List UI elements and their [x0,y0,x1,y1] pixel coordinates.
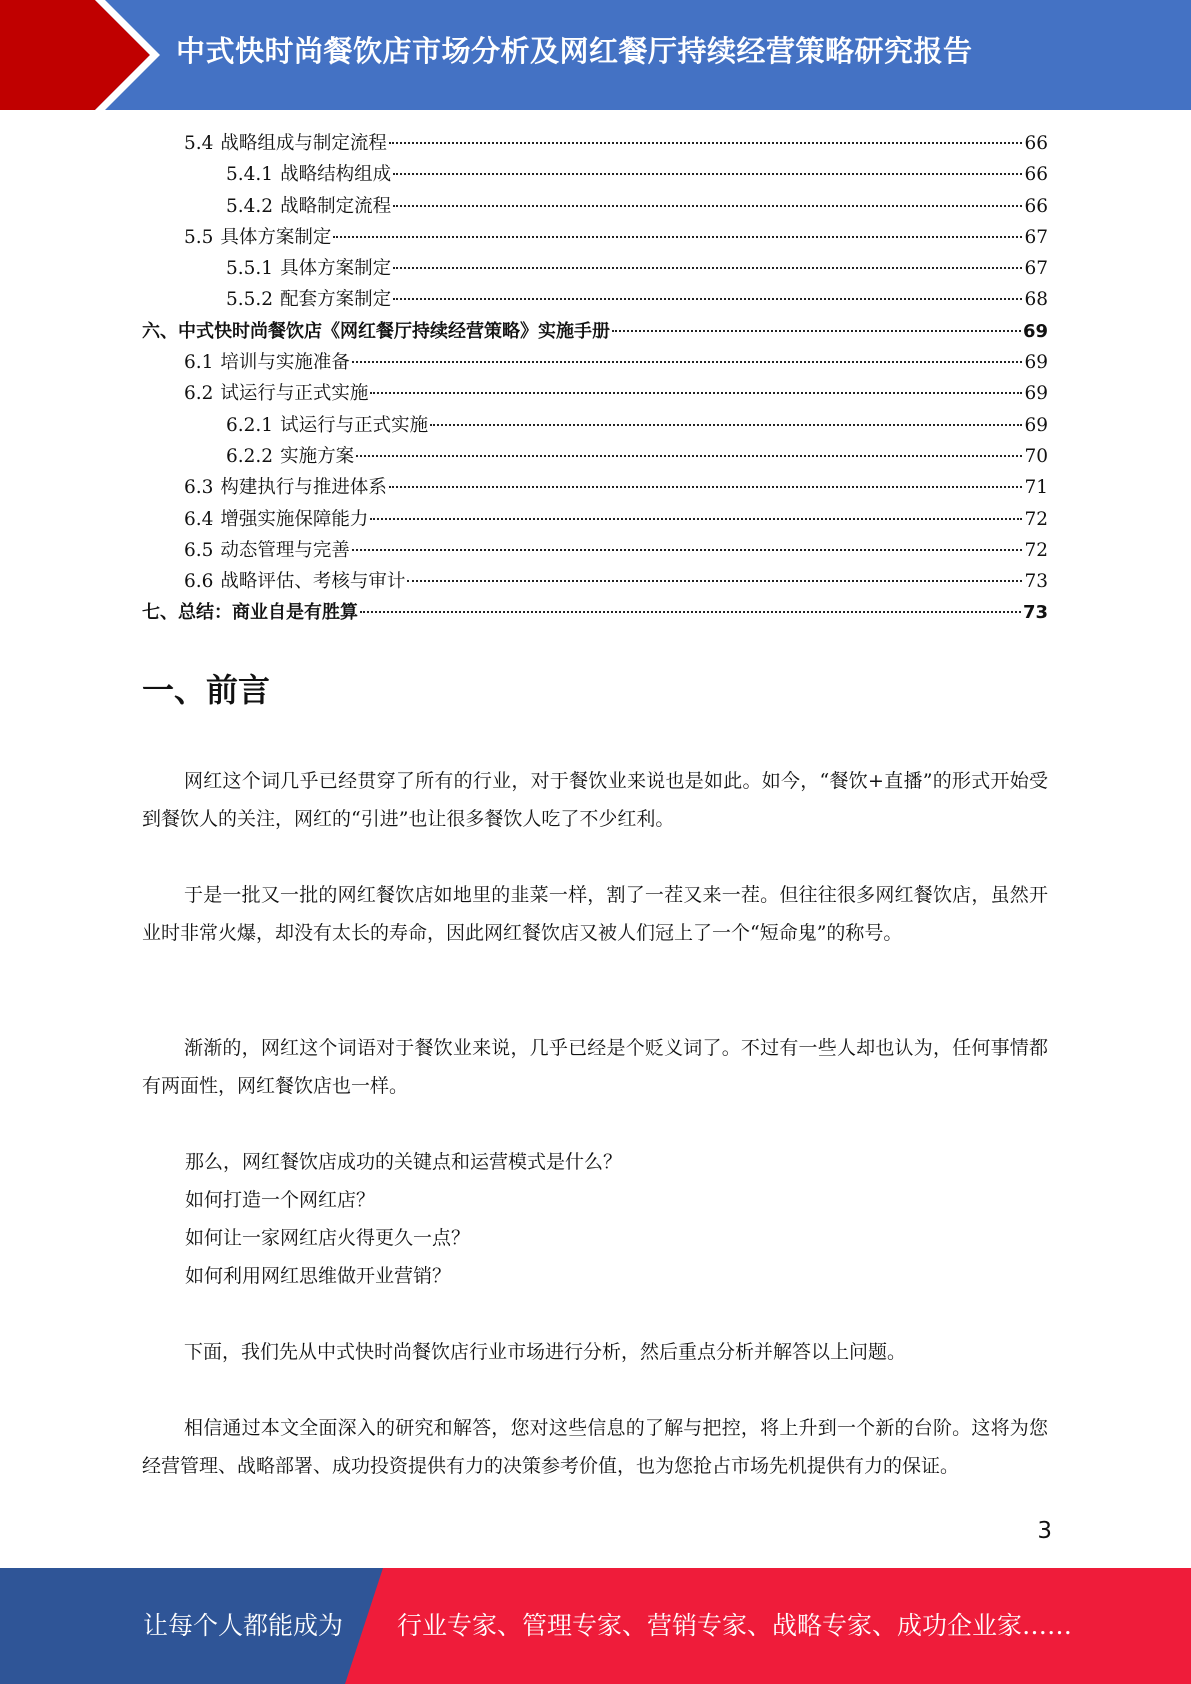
toc-entry-title: 试运行与正式实施 [280,414,429,436]
toc-entry-page: 73 [1022,602,1048,624]
toc-entry[interactable] [142,159,1048,190]
toc-entry-number: 5.5.2 [226,289,274,311]
toc-entry-page: 66 [1024,164,1048,186]
page-number: 3 [1037,1518,1052,1544]
toc-entry-title: 战略评估、考核与审计 [220,571,406,593]
toc-leader-dots [389,485,1023,488]
toc-entry[interactable] [142,597,1048,628]
toc-entry-title: 六、中式快时尚餐饮店《网红餐厅持续经营策略》实施手册 [142,320,610,342]
toc-entry[interactable] [142,347,1048,378]
toc-entry-number: 6.4 [184,508,214,530]
toc-entry-title: 具体方案制定 [280,258,392,280]
toc-entry-page: 71 [1024,477,1048,499]
toc-entry-title: 增强实施保障能力 [220,508,369,530]
toc-leader-dots [360,610,1021,613]
toc-entry[interactable] [142,284,1048,315]
toc-leader-dots [393,204,1022,207]
paragraph-text: 渐渐的，网红这个词语对于餐饮业来说，几乎已经是个贬义词了。不过有一些人却也认为，任何事情都有两面性，网红餐饮店也一样。 [142,1037,1048,1097]
toc-leader-dots [430,423,1022,426]
toc-entry[interactable] [142,378,1048,409]
toc-entry[interactable] [142,504,1048,535]
toc-entry-title: 战略制定流程 [280,195,392,217]
table-of-contents [142,128,1048,629]
toc-entry-title: 七、总结：商业自是有胜算 [142,602,358,624]
toc-entry-number: 5.5 [184,226,214,248]
toc-entry-page: 68 [1024,289,1048,311]
toc-leader-dots [356,454,1022,457]
toc-entry-page: 69 [1024,352,1048,374]
toc-entry-page: 69 [1022,320,1048,342]
toc-entry-title: 配套方案制定 [280,289,392,311]
toc-entry-number: 6.2 [184,383,214,405]
paragraph-2 [142,876,1048,952]
report-title: 中式快时尚餐饮店市场分析及网红餐厅持续经营策略研究报告 [176,34,973,68]
toc-leader-dots [393,297,1022,300]
toc-entry[interactable] [142,222,1048,253]
toc-entry-number: 6.2.1 [226,414,274,436]
toc-entry[interactable] [142,316,1048,347]
toc-entry-page: 73 [1024,571,1048,593]
toc-entry-title: 试运行与正式实施 [220,383,369,405]
toc-entry[interactable] [142,128,1048,159]
toc-entry[interactable] [142,253,1048,284]
toc-entry-page: 70 [1024,445,1048,467]
toc-leader-dots [370,391,1022,394]
toc-entry-page: 66 [1024,133,1048,154]
toc-entry-number: 6.3 [184,477,214,499]
toc-entry-page: 69 [1024,414,1048,436]
toc-entry-title: 战略结构组成 [280,164,392,186]
toc-entry-number: 6.5 [184,539,214,561]
toc-entry-page: 72 [1024,539,1048,561]
toc-entry-title: 具体方案制定 [220,226,332,248]
toc-entry-title: 动态管理与完善 [220,539,350,561]
toc-entry-number: 6.2.2 [226,445,274,467]
section-heading: 一、前言 [142,671,271,709]
paragraph-text: 于是一批又一批的网红餐饮店如地里的韭菜一样，割了一茬又来一茬。但往往很多网红餐饮店，虽然开业时非常火爆，却没有太长的寿命，因此网红餐饮店又被人们冠上了一个“短命鬼”的称号。 [142,884,1048,944]
paragraph-4 [142,1333,1048,1371]
toc-entry-number: 5.4 [184,133,214,154]
toc-entry-number: 6.6 [184,571,214,593]
toc-entry[interactable] [142,191,1048,222]
paragraph-text: 网红这个词几乎已经贯穿了所有的行业，对于餐饮业来说也是如此。如今，“餐饮+直播”的形式开始受到餐饮人的关注，网红的“引进”也让很多餐饮人吃了不少红利。 [142,770,1048,830]
paragraph-text: 相信通过本文全面深入的研究和解答，您对这些信息的了解与把控，将上升到一个新的台阶。这将为您经营管理、战略部署、成功投资提供有力的决策参考价值，也为您抢占市场先机提供有力的保证。 [142,1417,1048,1477]
toc-entry-page: 67 [1024,258,1048,280]
toc-entry-page: 66 [1024,195,1048,217]
toc-entry[interactable] [142,410,1048,441]
toc-leader-dots [393,266,1022,269]
toc-entry-number: 6.1 [184,352,214,374]
toc-leader-dots [407,579,1022,582]
toc-entry-page: 72 [1024,508,1048,530]
toc-entry-page: 67 [1024,226,1048,248]
toc-leader-dots [612,329,1021,332]
footer-slogan-right: 行业专家、管理专家、营销专家、战略专家、成功企业家…… [397,1611,1073,1640]
toc-leader-dots [352,360,1023,363]
toc-entry[interactable] [142,472,1048,503]
question-item: 如何打造一个网红店？ [185,1189,376,1211]
page-footer [0,1568,1191,1684]
toc-leader-dots [370,517,1022,520]
toc-entry[interactable] [142,535,1048,566]
paragraph-text: 下面，我们先从中式快时尚餐饮店行业市场进行分析，然后重点分析并解答以上问题。 [184,1341,907,1363]
toc-entry[interactable] [142,441,1048,472]
toc-entry-title: 实施方案 [280,445,355,467]
footer-slogan-left: 让每个人都能成为 [143,1611,344,1640]
toc-entry[interactable] [142,566,1048,597]
toc-leader-dots [389,141,1023,144]
toc-entry-title: 构建执行与推进体系 [220,477,387,499]
toc-entry-number: 5.4.1 [226,164,274,186]
toc-entry-title: 战略组成与制定流程 [220,133,387,154]
toc-entry-page: 69 [1024,383,1048,405]
paragraph-1 [142,762,1048,838]
toc-entry-number: 5.4.2 [226,195,274,217]
question-item: 如何利用网红思维做开业营销？ [185,1265,452,1287]
toc-leader-dots [393,172,1022,175]
question-list [185,1143,622,1295]
paragraph-5 [142,1409,1048,1485]
toc-entry-title: 培训与实施准备 [220,352,350,374]
question-item: 如何让一家网红店火得更久一点？ [185,1227,471,1249]
toc-leader-dots [352,548,1023,551]
question-item: 那么，网红餐饮店成功的关键点和运营模式是什么？ [185,1151,623,1173]
page-header [0,0,1191,110]
paragraph-3 [142,1029,1048,1105]
toc-entry-number: 5.5.1 [226,258,274,280]
toc-leader-dots [333,235,1022,238]
